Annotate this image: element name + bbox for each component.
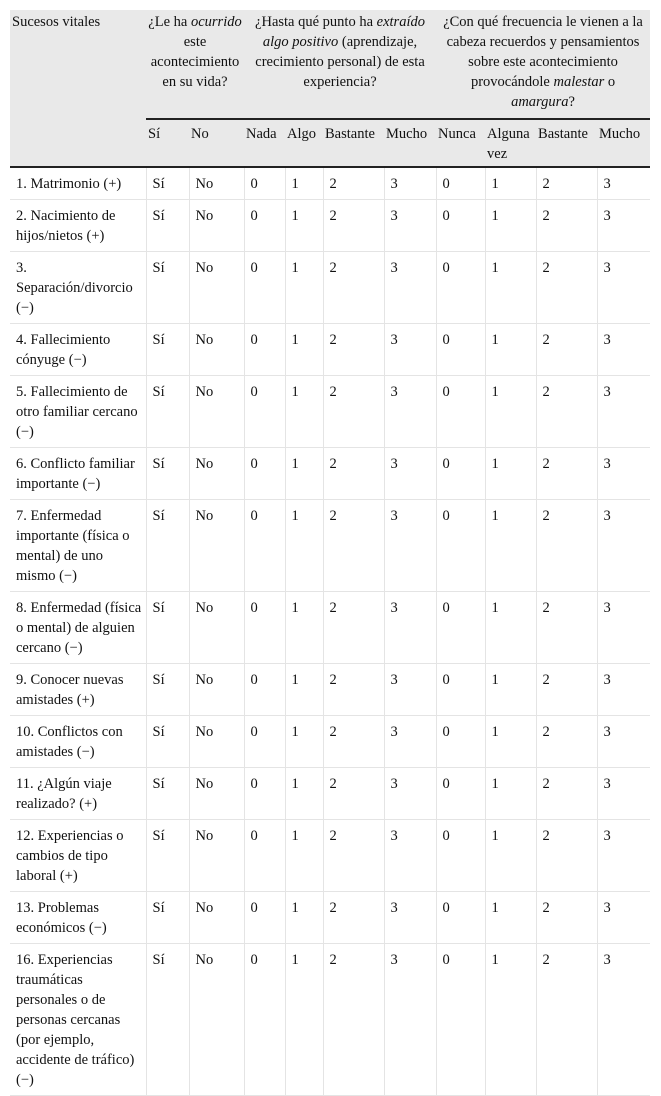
score-cell: 1 <box>285 944 323 1096</box>
event-label: 6. Conflicto familiar importante (−) <box>10 448 146 500</box>
event-label: 10. Conflictos con amistades (−) <box>10 716 146 768</box>
score-cell: No <box>189 500 244 592</box>
score-cell: 3 <box>384 892 436 944</box>
score-cell: 3 <box>597 376 650 448</box>
score-cell: Sí <box>146 592 189 664</box>
score-cell: 2 <box>323 820 384 892</box>
score-cell: 2 <box>323 592 384 664</box>
score-cell: 3 <box>384 820 436 892</box>
score-cell: 1 <box>285 716 323 768</box>
score-cell: 1 <box>285 448 323 500</box>
score-cell: 2 <box>323 944 384 1096</box>
event-label: 13. Problemas económicos (−) <box>10 892 146 944</box>
score-cell: 3 <box>597 324 650 376</box>
score-cell: 0 <box>244 768 285 820</box>
score-cell: 2 <box>536 820 597 892</box>
score-cell: 0 <box>436 324 485 376</box>
score-cell: 0 <box>436 592 485 664</box>
score-cell: 3 <box>597 716 650 768</box>
score-cell: 0 <box>244 500 285 592</box>
score-cell: 0 <box>244 892 285 944</box>
score-cell: 0 <box>436 376 485 448</box>
score-cell: No <box>189 592 244 664</box>
score-cell: No <box>189 716 244 768</box>
score-cell: 2 <box>536 892 597 944</box>
subheader-cell: Nunca <box>436 119 485 167</box>
subheader-cell: Mucho <box>384 119 436 167</box>
score-cell: No <box>189 768 244 820</box>
score-cell: 0 <box>244 252 285 324</box>
table-row <box>10 500 650 592</box>
score-cell: Sí <box>146 820 189 892</box>
subheader-cell: Alguna vez <box>485 119 536 167</box>
score-cell: 2 <box>323 448 384 500</box>
event-label: 4. Fallecimiento cónyuge (−) <box>10 324 146 376</box>
score-cell: 0 <box>436 664 485 716</box>
score-cell: 2 <box>323 324 384 376</box>
score-cell: 0 <box>436 892 485 944</box>
subheader-cell: Algo <box>285 119 323 167</box>
score-cell: 1 <box>285 500 323 592</box>
score-cell: 3 <box>597 448 650 500</box>
score-cell: 0 <box>244 376 285 448</box>
score-cell: 1 <box>285 376 323 448</box>
score-cell: 1 <box>485 768 536 820</box>
score-cell: 0 <box>436 820 485 892</box>
score-cell: 0 <box>436 200 485 252</box>
table-body <box>10 167 650 1096</box>
score-cell: 2 <box>536 592 597 664</box>
score-cell: 1 <box>485 716 536 768</box>
subheader-cell: Nada <box>244 119 285 167</box>
score-cell: 3 <box>384 324 436 376</box>
score-cell: No <box>189 376 244 448</box>
score-cell: Sí <box>146 892 189 944</box>
score-cell: Sí <box>146 944 189 1096</box>
score-cell: 3 <box>384 200 436 252</box>
score-cell: 1 <box>485 820 536 892</box>
table-row <box>10 167 650 200</box>
score-cell: 0 <box>244 944 285 1096</box>
header-events: Sucesos vitales <box>10 10 146 167</box>
score-cell: 3 <box>597 252 650 324</box>
table-row <box>10 376 650 448</box>
header-distress: ¿Con qué frecuencia le vienen a la cabeza recuerdos y pensamientos sobre este acontecimiento provocándole malestar o amargura? <box>436 10 650 119</box>
score-cell: 1 <box>485 167 536 200</box>
score-cell: No <box>189 820 244 892</box>
score-cell: 0 <box>436 944 485 1096</box>
event-label: 16. Experiencias traumáticas personales o de personas cercanas (por ejemplo, accidente de tráfico) (−) <box>10 944 146 1096</box>
score-cell: Sí <box>146 448 189 500</box>
score-cell: 2 <box>536 944 597 1096</box>
score-cell: 2 <box>536 448 597 500</box>
score-cell: 1 <box>285 592 323 664</box>
score-cell: Sí <box>146 768 189 820</box>
table-row <box>10 768 650 820</box>
score-cell: 3 <box>597 892 650 944</box>
score-cell: 1 <box>285 324 323 376</box>
score-cell: Sí <box>146 200 189 252</box>
score-cell: No <box>189 167 244 200</box>
event-label: 5. Fallecimiento de otro familiar cercano (−) <box>10 376 146 448</box>
score-cell: 0 <box>244 324 285 376</box>
score-cell: Sí <box>146 664 189 716</box>
score-cell: 1 <box>485 200 536 252</box>
table-row <box>10 820 650 892</box>
score-cell: 2 <box>323 252 384 324</box>
score-cell: 1 <box>485 448 536 500</box>
score-cell: 0 <box>436 448 485 500</box>
score-cell: 3 <box>384 448 436 500</box>
event-label: 9. Conocer nuevas amistades (+) <box>10 664 146 716</box>
life-events-table <box>10 10 650 1096</box>
score-cell: 1 <box>485 252 536 324</box>
score-cell: 0 <box>436 167 485 200</box>
subheader-cell: Sí <box>146 119 189 167</box>
score-cell: 3 <box>597 167 650 200</box>
score-cell: No <box>189 252 244 324</box>
score-cell: 3 <box>384 664 436 716</box>
score-cell: 1 <box>485 944 536 1096</box>
table-row <box>10 324 650 376</box>
score-cell: 3 <box>384 252 436 324</box>
table-row <box>10 252 650 324</box>
score-cell: 1 <box>285 892 323 944</box>
score-cell: 1 <box>485 664 536 716</box>
score-cell: 2 <box>536 376 597 448</box>
event-label: 7. Enfermedad importante (física o mental) de uno mismo (−) <box>10 500 146 592</box>
score-cell: 2 <box>323 664 384 716</box>
table-row <box>10 716 650 768</box>
score-cell: 3 <box>597 592 650 664</box>
score-cell: 2 <box>536 716 597 768</box>
score-cell: 2 <box>536 768 597 820</box>
score-cell: 0 <box>244 448 285 500</box>
score-cell: Sí <box>146 167 189 200</box>
score-cell: 0 <box>244 200 285 252</box>
subheader-cell: Bastante <box>536 119 597 167</box>
score-cell: No <box>189 664 244 716</box>
score-cell: 0 <box>436 500 485 592</box>
score-cell: 1 <box>485 592 536 664</box>
score-cell: 3 <box>384 167 436 200</box>
score-cell: 2 <box>536 200 597 252</box>
score-cell: 3 <box>597 820 650 892</box>
event-label: 3. Separación/divorcio (−) <box>10 252 146 324</box>
score-cell: 1 <box>285 167 323 200</box>
score-cell: 3 <box>384 944 436 1096</box>
table-container <box>10 10 650 1096</box>
score-cell: 2 <box>323 500 384 592</box>
table-row <box>10 200 650 252</box>
header-occurred: ¿Le ha ocurrido este acontecimiento en su vida? <box>146 10 244 119</box>
score-cell: 1 <box>285 820 323 892</box>
score-cell: 2 <box>536 324 597 376</box>
score-cell: 0 <box>436 252 485 324</box>
score-cell: 3 <box>597 500 650 592</box>
table-row <box>10 592 650 664</box>
score-cell: 2 <box>536 664 597 716</box>
event-label: 12. Experiencias o cambios de tipo laboral (+) <box>10 820 146 892</box>
score-cell: 3 <box>384 592 436 664</box>
score-cell: 1 <box>485 500 536 592</box>
event-label: 1. Matrimonio (+) <box>10 167 146 200</box>
score-cell: 3 <box>597 200 650 252</box>
table-row <box>10 892 650 944</box>
score-cell: 1 <box>285 252 323 324</box>
event-label: 11. ¿Algún viaje realizado? (+) <box>10 768 146 820</box>
score-cell: 0 <box>244 592 285 664</box>
score-cell: Sí <box>146 252 189 324</box>
score-cell: 2 <box>323 200 384 252</box>
score-cell: 0 <box>244 716 285 768</box>
score-cell: No <box>189 448 244 500</box>
score-cell: Sí <box>146 500 189 592</box>
score-cell: No <box>189 944 244 1096</box>
score-cell: 3 <box>384 716 436 768</box>
score-cell: 1 <box>285 664 323 716</box>
score-cell: 1 <box>485 324 536 376</box>
subheader-cell: Mucho <box>597 119 650 167</box>
score-cell: 2 <box>536 500 597 592</box>
table-header <box>10 10 650 167</box>
table-row <box>10 944 650 1096</box>
score-cell: 0 <box>244 167 285 200</box>
score-cell: 3 <box>384 500 436 592</box>
score-cell: Sí <box>146 324 189 376</box>
score-cell: Sí <box>146 716 189 768</box>
score-cell: 1 <box>485 376 536 448</box>
score-cell: 2 <box>323 716 384 768</box>
score-cell: No <box>189 200 244 252</box>
score-cell: 0 <box>436 768 485 820</box>
score-cell: Sí <box>146 376 189 448</box>
score-cell: 2 <box>536 167 597 200</box>
event-label: 8. Enfermedad (física o mental) de alguien cercano (−) <box>10 592 146 664</box>
score-cell: 1 <box>285 200 323 252</box>
score-cell: No <box>189 892 244 944</box>
score-cell: 3 <box>597 944 650 1096</box>
subheader-cell: Bastante <box>323 119 384 167</box>
score-cell: 2 <box>323 376 384 448</box>
score-cell: 0 <box>436 716 485 768</box>
score-cell: 2 <box>323 768 384 820</box>
score-cell: 3 <box>384 376 436 448</box>
score-cell: 3 <box>384 768 436 820</box>
score-cell: 2 <box>536 252 597 324</box>
score-cell: 2 <box>323 892 384 944</box>
score-cell: 0 <box>244 820 285 892</box>
score-cell: 2 <box>323 167 384 200</box>
score-cell: 3 <box>597 664 650 716</box>
score-cell: 3 <box>597 768 650 820</box>
score-cell: 1 <box>485 892 536 944</box>
event-label: 2. Nacimiento de hijos/nietos (+) <box>10 200 146 252</box>
score-cell: 0 <box>244 664 285 716</box>
table-row <box>10 664 650 716</box>
header-positive: ¿Hasta qué punto ha extraído algo positivo (aprendizaje, crecimiento personal) de esta experiencia? <box>244 10 436 119</box>
table-row <box>10 448 650 500</box>
score-cell: No <box>189 324 244 376</box>
score-cell: 1 <box>285 768 323 820</box>
subheader-cell: No <box>189 119 244 167</box>
